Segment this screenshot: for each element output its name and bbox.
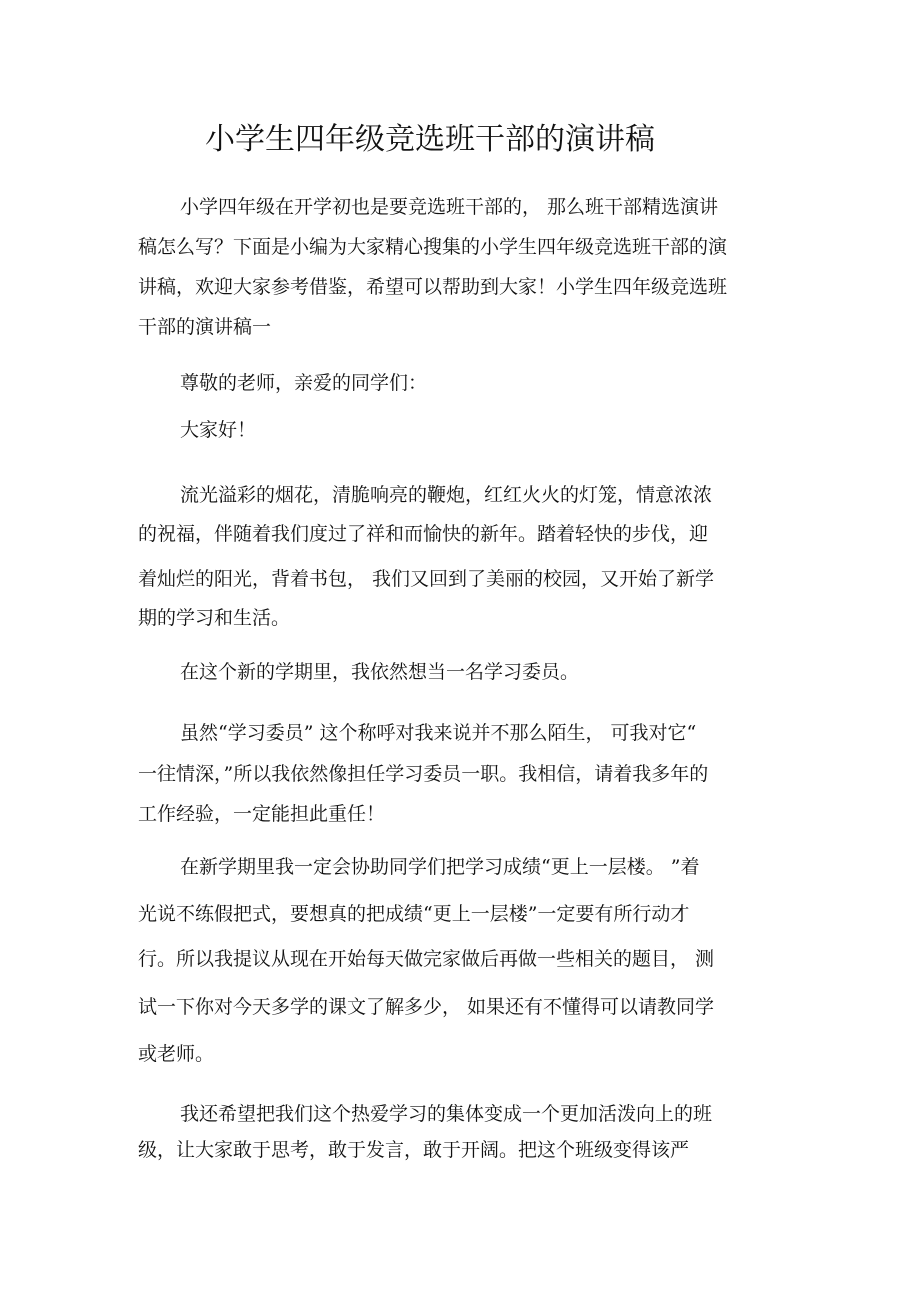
paragraph-line: 我还希望把我们这个热爱学习的集体变成一个更加活泼向上的班 bbox=[180, 1103, 713, 1125]
paragraph-line: 着灿烂的阳光，背着书包， 我们又回到了美丽的校园，又开始了新学 bbox=[138, 568, 715, 590]
paragraph-line: 干部的演讲稿一 bbox=[138, 316, 272, 338]
paragraph-line: 试一下你对今天多学的课文了解多少， 如果还有不懂得可以请教同学 bbox=[138, 996, 715, 1018]
greeting-line: 大家好！ bbox=[180, 419, 257, 441]
paragraph-line: 讲稿，欢迎大家参考借鉴，希望可以帮助到大家！小学生四年级竞选班 bbox=[138, 276, 728, 298]
paragraph-line: 稿怎么写？下面是小编为大家精心搜集的小学生四年级竞选班干部的演 bbox=[138, 236, 728, 258]
paragraph-line: 在这个新的学期里，我依然想当一名学习委员。 bbox=[180, 661, 580, 683]
paragraph-line: 或老师。 bbox=[138, 1043, 215, 1065]
paragraph-line: 行。所以我提议从现在开始每天做完家做后再做一些相关的题目， 测 bbox=[138, 948, 715, 970]
paragraph-line: 流光溢彩的烟花，清脆响亮的鞭炮，红红火火的灯笼，情意浓浓 bbox=[180, 484, 713, 506]
paragraph-line: 在新学期里我一定会协助同学们把学习成绩“更上一层楼。 ”着 bbox=[180, 856, 700, 878]
salutation-line: 尊敬的老师，亲爱的同学们： bbox=[180, 372, 428, 394]
paragraph-line: 工作经验，一定能担此重任！ bbox=[138, 803, 386, 825]
paragraph-line: 期的学习和生活。 bbox=[138, 607, 291, 629]
paragraph-line: 光说不练假把式，要想真的把成绩“更上一层楼”一定要有所行动才 bbox=[138, 903, 690, 925]
paragraph-line: 的祝福，伴随着我们度过了祥和而愉快的新年。踏着轻快的步伐，迎 bbox=[138, 523, 709, 545]
page-title: 小学生四年级竞选班干部的演讲稿 bbox=[205, 122, 655, 157]
paragraph-line: 一往情深，”所以我依然像担任学习委员一职。我相信，请着我多年的 bbox=[138, 763, 709, 785]
paragraph-line: 级，让大家敢于思考，敢于发言，敢于开阔。把这个班级变得该严 bbox=[138, 1139, 690, 1161]
paragraph-line: 小学四年级在开学初也是要竞选班干部的， 那么班干部精选演讲 bbox=[180, 196, 719, 218]
paragraph-line: 虽然“学习委员” 这个称呼对我来说并不那么陌生， 可我对它“ bbox=[180, 722, 697, 744]
